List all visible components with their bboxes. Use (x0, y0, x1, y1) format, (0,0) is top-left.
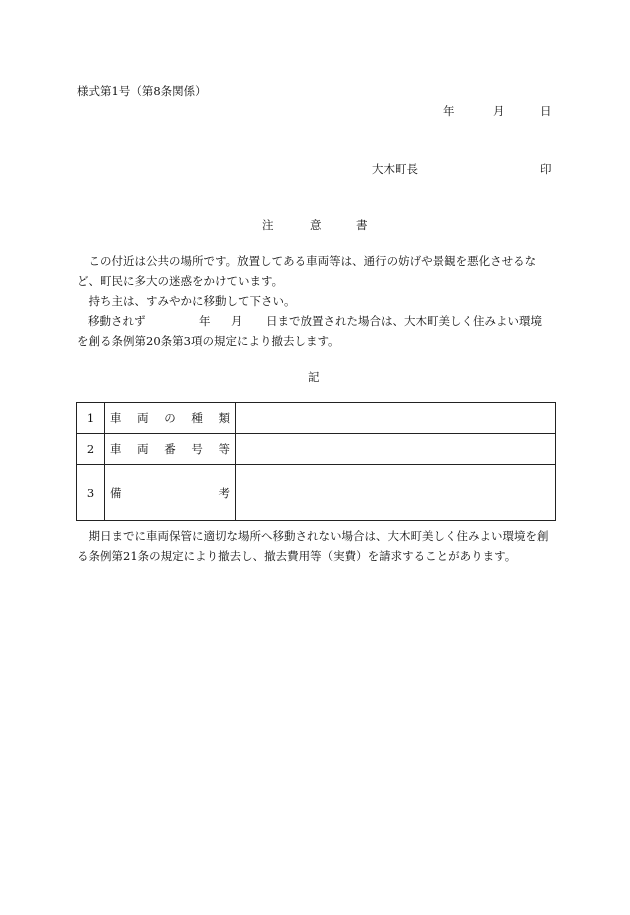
date-day-label: 日 (540, 104, 552, 118)
deadline-line-2: を創る条例第20条第3項の規定により撤去します。 (77, 334, 340, 348)
deadline-line (77, 311, 557, 331)
row-number: 2 (77, 434, 105, 465)
title-char-2: 意 (310, 218, 322, 232)
notice-paragraph-1: この付近は公共の場所です。放置してある車両等は、通行の妨げや景観を悪化させるなど、町民に多大の迷惑をかけています。 (77, 254, 537, 288)
deadline-rest: 日まで放置された場合は、大木町美しく住みよい環境 (266, 314, 542, 328)
label-char: 類 (218, 411, 230, 425)
row-value-vehicle-number[interactable] (236, 434, 556, 465)
row-value-remarks[interactable] (236, 465, 556, 521)
title-char-3: 書 (356, 218, 368, 232)
label-char: の (164, 411, 176, 425)
table-row (77, 465, 556, 521)
date-month-label: 月 (493, 104, 505, 118)
vehicle-info-table (76, 402, 556, 521)
label-char: 考 (218, 485, 230, 500)
ki-heading: 記 (308, 370, 320, 384)
label-char: 両 (137, 411, 149, 425)
row-value-vehicle-type[interactable] (236, 403, 556, 434)
footer-paragraph: 期日までに車両保管に適切な場所へ移動されない場合は、大木町美しく住みよい環境を創る条例第21条の規定により撤去し、撤去費用等（実費）を請求することがあります。 (77, 529, 549, 563)
deadline-year-label: 年 (199, 314, 211, 328)
label-char: 番 (164, 442, 176, 456)
label-char: 種 (191, 411, 203, 425)
table-row (77, 403, 556, 434)
label-char: 車 (110, 442, 122, 456)
row-number: 1 (77, 403, 105, 434)
row-number: 3 (77, 465, 105, 521)
title-char-1: 注 (262, 218, 274, 232)
label-char: 等 (218, 442, 230, 456)
date-year-label: 年 (443, 104, 455, 118)
deadline-month-label: 月 (231, 314, 243, 328)
row-label-remarks (105, 465, 236, 521)
seal-mark: 印 (540, 162, 552, 176)
deadline-lead: 移動されず (88, 314, 146, 328)
table-row (77, 434, 556, 465)
row-label-vehicle-type (105, 403, 236, 434)
issuer-name: 大木町長 (372, 162, 418, 176)
label-char: 車 (110, 411, 122, 425)
label-char: 号 (191, 442, 203, 456)
notice-paragraph-3 (77, 311, 557, 351)
form-number: 様式第1号（第8条関係） (77, 84, 207, 98)
row-label-vehicle-number (105, 434, 236, 465)
label-char: 両 (137, 442, 149, 456)
label-char: 備 (110, 485, 122, 500)
notice-paragraph-2: 持ち主は、すみやかに移動して下さい。 (88, 294, 296, 308)
